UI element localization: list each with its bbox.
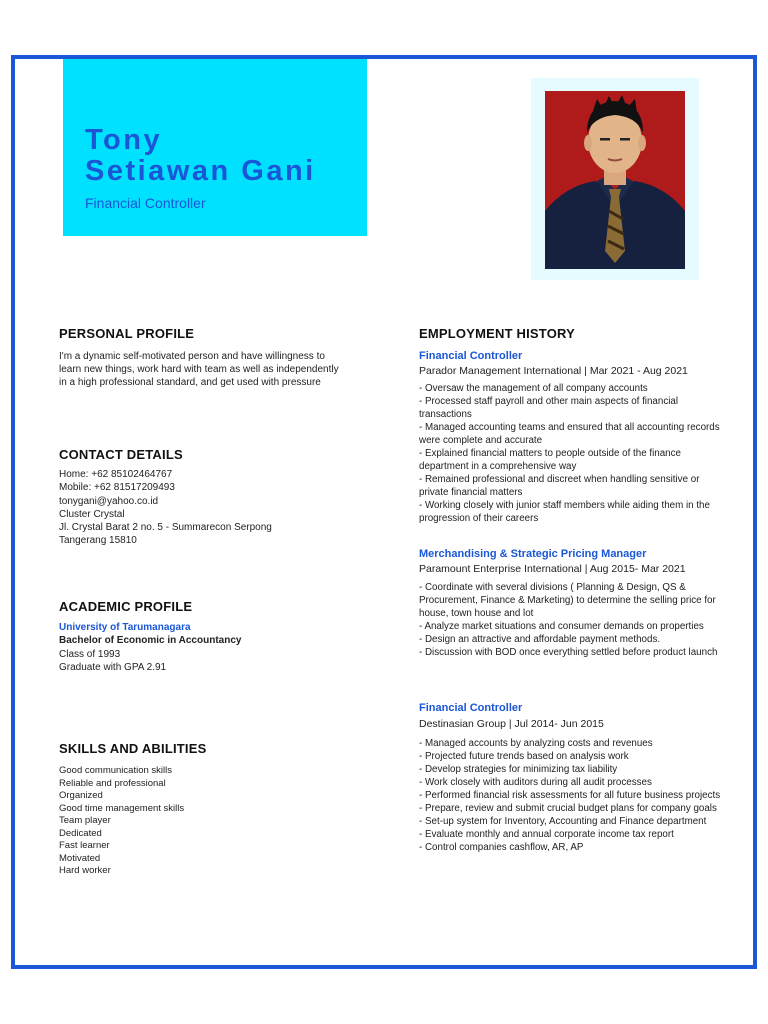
academic-details: Class of 1993 Graduate with GPA 2.91	[59, 649, 167, 673]
address-line-2: Jl. Crystal Barat 2 no. 5 - Summarecon Serpong	[59, 522, 272, 534]
job-2-title: Merchandising & Strategic Pricing Manager	[419, 548, 647, 560]
list-item: Good communication skills	[59, 765, 172, 776]
academic-heading: ACADEMIC PROFILE	[59, 599, 193, 614]
job-2-company: Paramount Enterprise International | Aug 2015- Mar 2021	[419, 563, 686, 575]
email: tonygani@yahoo.co.id	[59, 495, 159, 507]
list-item: Team player	[59, 815, 111, 826]
name-first: Tony	[85, 124, 163, 156]
skills-list	[59, 765, 184, 878]
name-last: Setiawan Gani	[85, 155, 316, 187]
job-title: Financial Controller	[85, 195, 206, 211]
list-item: Motivated	[59, 852, 101, 864]
job-3-duties: - Managed accounts by analyzing costs and revenues - Projected future trends based on analysis work - Develop strategies for minimizing tax liability - Work closely with auditors during all audit processes - Performed financial risk assessments for all future business projects - Prepare, review and submit crucial budget plans for company goals - Set-up system for Inventory, Accounting and Finance department - Evaluate monthly and annual corporate income tax report - Control companies cashflow, AR, AP	[419, 738, 721, 853]
list-item: Reliable and professional	[59, 777, 166, 789]
home-phone: Home: +62 85102464767	[59, 469, 173, 480]
contact-details	[59, 468, 272, 548]
personal-profile-text: I'm a dynamic self-motivated person and have willingness to learn new things, work hard with team as well as independently in a high professional standard, and get used with pressure	[59, 351, 339, 388]
list-item: Dedicated	[59, 827, 102, 839]
university-name: University of Tarumanagara	[59, 622, 191, 633]
employment-heading: EMPLOYMENT HISTORY	[419, 326, 576, 341]
address-line-1: Cluster Crystal	[59, 508, 125, 520]
job-1-company: Parador Management International | Mar 2021 - Aug 2021	[419, 365, 688, 377]
list-item: Good time management skills	[59, 802, 185, 814]
job-2-duties: - Coordinate with several divisions ( Planning & Design, QS & Procurement, Finance & Marketing) to determine the selling price for house, town house and lot - Analyze market situations and consumer demands on properties - Design an attractive and affordable payment methods. - Discussion with BOD once everything settled before product launch	[419, 582, 718, 658]
job-3-company: Destinasian Group | Jul 2014- Jun 2015	[419, 718, 604, 730]
job-1-title: Financial Controller	[419, 350, 523, 362]
list-item: Organized	[59, 790, 103, 801]
personal-profile-heading: PERSONAL PROFILE	[59, 326, 195, 341]
job-3-title: Financial Controller	[419, 702, 523, 714]
contact-heading: CONTACT DETAILS	[59, 447, 183, 462]
mobile-phone: Mobile: +62 81517209493	[59, 482, 175, 494]
list-item: Fast learner	[59, 840, 110, 851]
degree: Bachelor of Economic in Accountancy	[59, 635, 242, 646]
skills-heading: SKILLS AND ABILITIES	[59, 741, 207, 756]
job-1-duties: - Oversaw the management of all company accounts - Processed staff payroll and other main aspects of financial transactions - Managed accounting teams and ensured that all accounting records were complete and accurate - Explained financial matters to people outside of the finance department in a comprehensive way - Remained professional and discreet when handling sensitive or private financial matters - Working closely with junior staff members while aiding them in the progression of their careers	[419, 383, 720, 524]
address-line-3: Tangerang 15810	[59, 535, 137, 547]
profile-photo	[545, 91, 685, 269]
list-item: Hard worker	[59, 865, 111, 876]
